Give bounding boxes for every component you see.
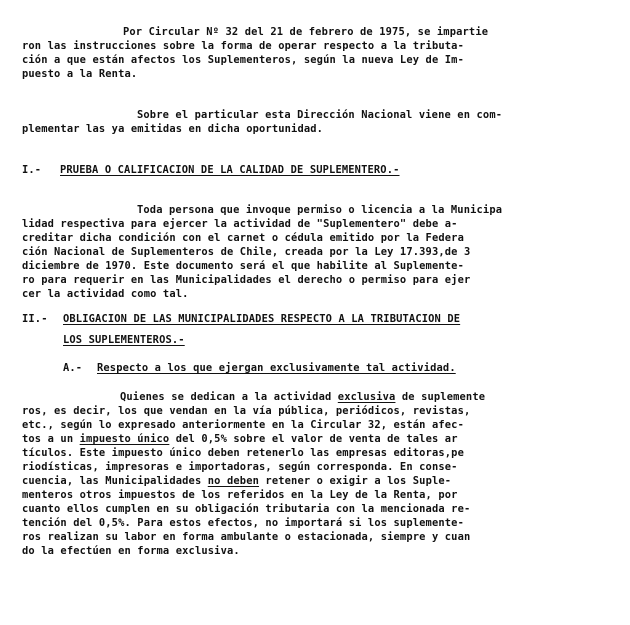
section-2-number: II.- xyxy=(22,313,48,325)
preamble-line: Sobre el particular esta Dirección Nacional viene en com- xyxy=(137,109,503,121)
section-1-line: diciembre de 1970. Este documento será el que habilite al Suplemente- xyxy=(22,260,464,272)
section-2-line: riodísticas, impresoras e importadoras, según corresponda. En conse- xyxy=(22,461,458,473)
section-2-line: tículos. Este impuesto único deben retenerlo las empresas editoras,pe xyxy=(22,447,464,459)
section-2-title: LOS SUPLEMENTEROS.- xyxy=(63,334,185,346)
section-2-line: ros realizan su labor en forma ambulante o estacionada, siempre y cuan xyxy=(22,531,471,543)
section-1-line: ro para requerir en las Municipalidades el derecho o permiso para ejer xyxy=(22,274,471,286)
section-1-line: creditar dicha condición con el carnet o cédula emitido por la Federa xyxy=(22,232,464,244)
section-2-title: OBLIGACION DE LAS MUNICIPALIDADES RESPECTO A LA TRIBUTACION DE xyxy=(63,313,461,325)
intro-line: ron las instrucciones sobre la forma de operar respecto a la tributa- xyxy=(22,40,464,52)
section-2-line: tención del 0,5%. Para estos efectos, no importará si los suplemente- xyxy=(22,517,464,529)
intro-line: Por Circular Nº 32 del 21 de febrero de 1975, se impartie xyxy=(123,26,489,38)
section-1-line: cer la actividad como tal. xyxy=(22,288,189,300)
preamble-line: plementar las ya emitidas en dicha oportunidad. xyxy=(22,123,324,135)
emphasis-exclusiva: exclusiva xyxy=(337,391,396,403)
section-2-line: cuencia, las Municipalidades no deben retener o exigir a los Suple- xyxy=(22,475,452,487)
section-1-number: I.- xyxy=(22,164,42,176)
section-2-line: menteros otros impuestos de los referidos en la Ley de la Renta, por xyxy=(22,489,458,501)
intro-line: ción a que están afectos los Suplementeros, según la nueva Ley de Im- xyxy=(22,54,464,66)
section-2-line: etc., según lo expresado anteriormente en la Circular 32, están afec- xyxy=(22,419,464,431)
section-2-line: ros, es decir, los que vendan en la vía pública, periódicos, revistas, xyxy=(22,405,471,417)
subsection-a-label: A.- xyxy=(63,362,83,374)
section-1-title: PRUEBA O CALIFICACION DE LA CALIDAD DE SUPLEMENTERO.- xyxy=(60,164,400,176)
section-2-line: do la efectúen en forma exclusiva. xyxy=(22,545,240,557)
emphasis-no-deben: no deben xyxy=(207,475,260,487)
section-1-line: ción Nacional de Suplementeros de Chile, creada por la Ley 17.393,de 3 xyxy=(22,246,471,258)
subsection-a-title: Respecto a los que ejergan exclusivamente tal actividad. xyxy=(97,362,456,374)
section-2-line: cuanto ellos cumplen en su obligación tributaria con la mencionada re- xyxy=(22,503,471,515)
intro-line: puesto a la Renta. xyxy=(22,68,138,80)
section-1-line: Toda persona que invoque permiso o licencia a la Municipa xyxy=(137,204,503,216)
emphasis-impuesto-unico: impuesto único xyxy=(79,433,170,445)
section-2-line: tos a un impuesto único del 0,5% sobre el valor de venta de tales ar xyxy=(22,433,458,445)
section-1-line: lidad respectiva para ejercer la actividad de "Suplementero" debe a- xyxy=(22,218,458,230)
section-2-line: Quienes se dedican a la actividad exclusiva de suplemente xyxy=(120,391,486,403)
